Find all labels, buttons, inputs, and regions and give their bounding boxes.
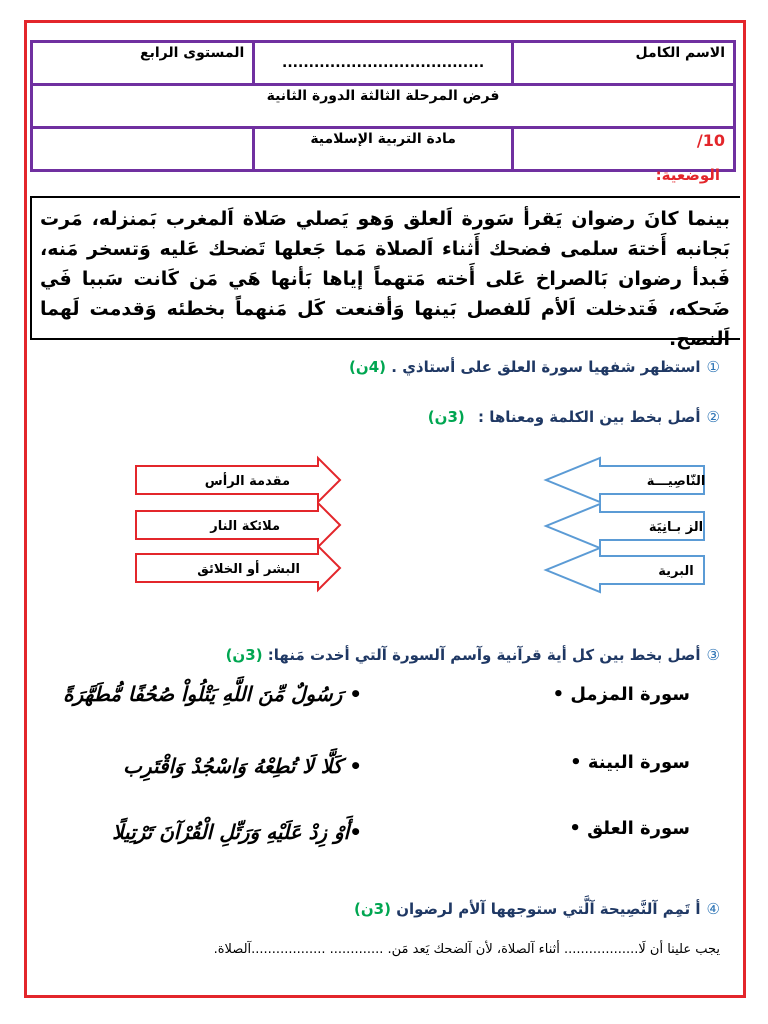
situation-text: بينما كانَ رضوان يَقرأ سَورة اَلعلق وَهو يَصلي صَلاة اَلمغرب بَمنزله، مَرت بَجانبه أَختهَ سلمى فضحك أَثناء اَلصلاة مَما جَعلها تَضحك عَليه وَتسخر مَنه، فَبدأ رضوان بَالصراخ عَلى أَخته مَتهماً إياها بَأنها هَي مَن كَانت سَببا فَي ضَحكه، فَتدخلت اَلأم لَلفصل بَينها وَأقنعت كَل مَنهماً بخطئه وَقدمت لَهما اَلنصح. bbox=[30, 196, 740, 340]
question-1-points: (4ن) bbox=[349, 358, 387, 376]
question-1-text: استظهر شفهيا سورة العلق على أستاذي bbox=[402, 358, 701, 376]
verse-2[interactable]: • كَلَّا لَا تُطِعْهُ وَاسْجُدْ وَاقْتَرِب bbox=[123, 754, 362, 778]
verse-1[interactable]: • رَسُولٌ مِّنَ اللَّهِ يَتْلُواْ صُحُفًا مُّطَهَّرَةً bbox=[63, 682, 362, 706]
question-2-text: أصل بخط بين الكلمة ومعناها : bbox=[478, 408, 701, 426]
question-2-points: (3ن) bbox=[427, 408, 465, 426]
meaning-head-front[interactable]: مقدمة الرأس bbox=[204, 473, 290, 489]
meaning-mankind[interactable]: البشر أو الخلائق bbox=[197, 561, 300, 577]
level-label: المستوى الرابع bbox=[32, 42, 254, 85]
verse-3[interactable]: •أَوْ زِدْ عَلَيْهِ وَرَتِّلِ الْقُرْآنَ تَرْتِيلًا bbox=[112, 820, 362, 844]
score-box: 10/ bbox=[512, 128, 734, 171]
surah-alaq[interactable]: سورة العلق • bbox=[569, 818, 690, 839]
subject-label: مادة التربية الإسلامية bbox=[254, 128, 513, 171]
question-1-dot: . bbox=[391, 358, 397, 376]
question-number-4: ④ bbox=[706, 900, 720, 918]
surah-bayyina[interactable]: سورة البينة • bbox=[570, 752, 690, 773]
question-3-points: (3ن) bbox=[225, 646, 263, 664]
meaning-hell-angels[interactable]: ملائكة النار bbox=[210, 518, 280, 534]
question-number-3: ③ bbox=[706, 646, 720, 664]
question-4-points: (3ن) bbox=[354, 900, 391, 918]
fill-in-sentence[interactable]: يجب علينا أن لَا.................. أثناء آلصلاة، لأن آلضحك يَعد مَن. ............. ..................آلصلاة. bbox=[213, 942, 720, 957]
situation-label: الوضعية: bbox=[655, 166, 720, 184]
full-name-label: الاسم الكامل bbox=[512, 42, 734, 85]
word-zabaniya[interactable]: الز بـانِيَة bbox=[648, 519, 704, 535]
question-4-text: أ تَمِم آلنَّصِيحة آلَّتي ستوجهها آلأم لرضوان bbox=[396, 900, 701, 918]
word-naseya[interactable]: النّاصِيـــة bbox=[646, 473, 706, 489]
name-field[interactable]: ...................................... bbox=[254, 42, 513, 85]
question-number-1: ① bbox=[706, 358, 720, 376]
question-number-2: ② bbox=[706, 408, 720, 426]
surah-muzzammil[interactable]: سورة المزمل • bbox=[552, 684, 690, 705]
question-3-text: أصل بخط بين كل أية قرآنية وآسم آلسورة آلتي أخدت مَنها: bbox=[267, 646, 701, 664]
question-3 bbox=[226, 646, 720, 664]
exam-title: فرض المرحلة الثالثة الدورة الثانية bbox=[32, 85, 735, 128]
question-4 bbox=[354, 900, 720, 918]
word-bariyya[interactable]: البرية bbox=[658, 563, 694, 579]
